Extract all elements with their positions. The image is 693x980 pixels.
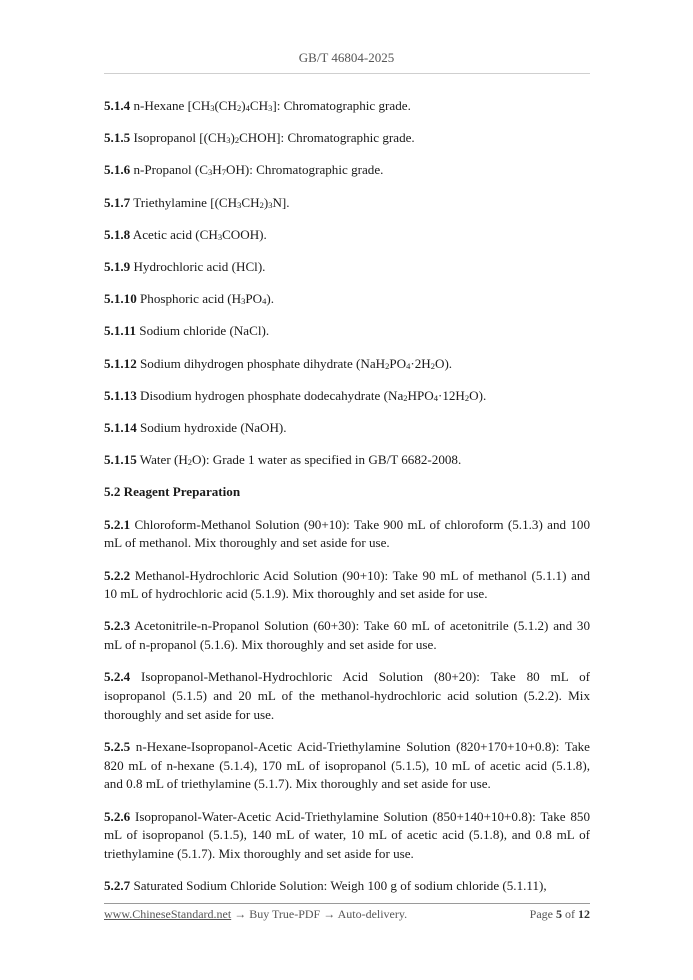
page-footer — [104, 907, 590, 925]
reagent-item-5-1-8: 5.1.8 Acetic acid $(CH_3COOH)$. — [104, 226, 267, 242]
document-code-header: GB/T 46804-2025 — [298, 50, 395, 65]
total-pages: 12 — [578, 907, 590, 921]
prep-item-5-2-2: 5.2.2 Methanol-Hydrochloric Acid Solution (90+10): Take 90 mL of methanol (5.1.1) and 10 mL of hydrochloric acid (5.1.9). Mix thoroughly and set aside for use. — [104, 567, 590, 602]
reagent-item-5-1-14: 5.1.14 Sodium hydroxide (NaOH). — [104, 420, 287, 436]
reagent-item-5-1-10: 5.1.10 Phosphoric acid $(H_3PO_4)$. — [104, 291, 274, 307]
current-page: 5 — [556, 907, 562, 921]
prep-item-5-2-4: 5.2.4 Isopropanol-Methanol-Hydrochloric Acid Solution (80+20): Take 80 mL of isopropanol (5.1.5) and 20 mL of the methanol-hydrochloric acid solution (5.2.2). Mix thoroughly and set aside for use. — [104, 669, 590, 722]
footer-promo — [104, 907, 407, 922]
reagent-item-5-1-11: 5.1.11 Sodium chloride (NaCl). — [104, 323, 270, 339]
site-link[interactable]: www.ChineseStandard.net — [104, 907, 232, 921]
reagent-item-5-1-9: 5.1.9 Hydrochloric acid (HCl). — [104, 259, 266, 275]
reagent-item-5-1-12: 5.1.12 Sodium dihydrogen phosphate dihydrate $(NaH_2PO_4\cdot 2H_2O)$. — [104, 355, 453, 371]
header-divider — [104, 73, 590, 74]
prep-item-5-2-1: 5.2.1 Chloroform-Methanol Solution (90+10): Take 900 mL of chloroform (5.1.3) and 100 mL of methanol. Mix thoroughly and set aside for use. — [104, 516, 590, 551]
reagent-item-5-1-4: 5.1.4 n-Hexane $[CH_3(CH_2)_4CH_3]$: Chromatographic grade. — [104, 98, 411, 113]
section-heading-reagent-preparation: 5.2 Reagent Preparation — [104, 484, 241, 500]
prep-item-5-2-7: 5.2.7 Saturated Sodium Chloride Solution: Weigh 100 g of sodium chloride (5.1.11), — [104, 878, 547, 894]
prep-item-5-2-6: 5.2.6 Isopropanol-Water-Acetic Acid-Triethylamine Solution (850+140+10+0.8): Take 850 mL of isopropanol (5.1.5), 140 mL of water, 10 mL of acetic acid (5.1.8), and 0.8 mL of triethylamine (5.1.7). Mix thoroughly and set aside for use. — [104, 808, 590, 861]
prep-item-5-2-3: 5.2.3 Acetonitrile-n-Propanol Solution (60+30): Take 60 mL of acetonitrile (5.1.2) and 30 mL of n-propanol (5.1.6). Mix thoroughly and set aside for use. — [104, 618, 590, 653]
footer-tagline: → Buy True-PDF → Auto-delivery. — [231, 907, 408, 921]
prep-item-5-2-5: 5.2.5 n-Hexane-Isopropanol-Acetic Acid-Triethylamine Solution (820+170+10+0.8): Take 820 mL of n-hexane (5.1.4), 170 mL of isopropanol (5.1.5), 10 mL of acetic acid (5.1.8), and 0.8 mL of triethylamine (5.1.7). Mix thoroughly and set aside for use. — [104, 738, 590, 792]
reagent-item-5-1-5: 5.1.5 Isopropanol $[(CH_3)_2CHOH]$: Chromatographic grade. — [104, 130, 415, 146]
reagent-item-5-1-13: 5.1.13 Disodium hydrogen phosphate dodecahydrate $(Na_2HPO_4\cdot 12H_2O)$. — [104, 387, 487, 403]
reagent-item-5-1-7: 5.1.7 Triethylamine $[(CH_3CH_2)_3N]$. — [104, 194, 290, 210]
reagent-item-5-1-6: 5.1.6 n-Propanol $(C_3H_7OH)$: Chromatographic grade. — [104, 162, 384, 178]
page-number: Page 5 of 12 — [529, 907, 590, 921]
footer-divider — [104, 903, 590, 904]
page-content — [104, 97, 590, 909]
reagent-item-5-1-15: 5.1.15 Water $(H_2O)$: Grade 1 water as specified in GB/T 6682-2008. — [104, 452, 462, 468]
